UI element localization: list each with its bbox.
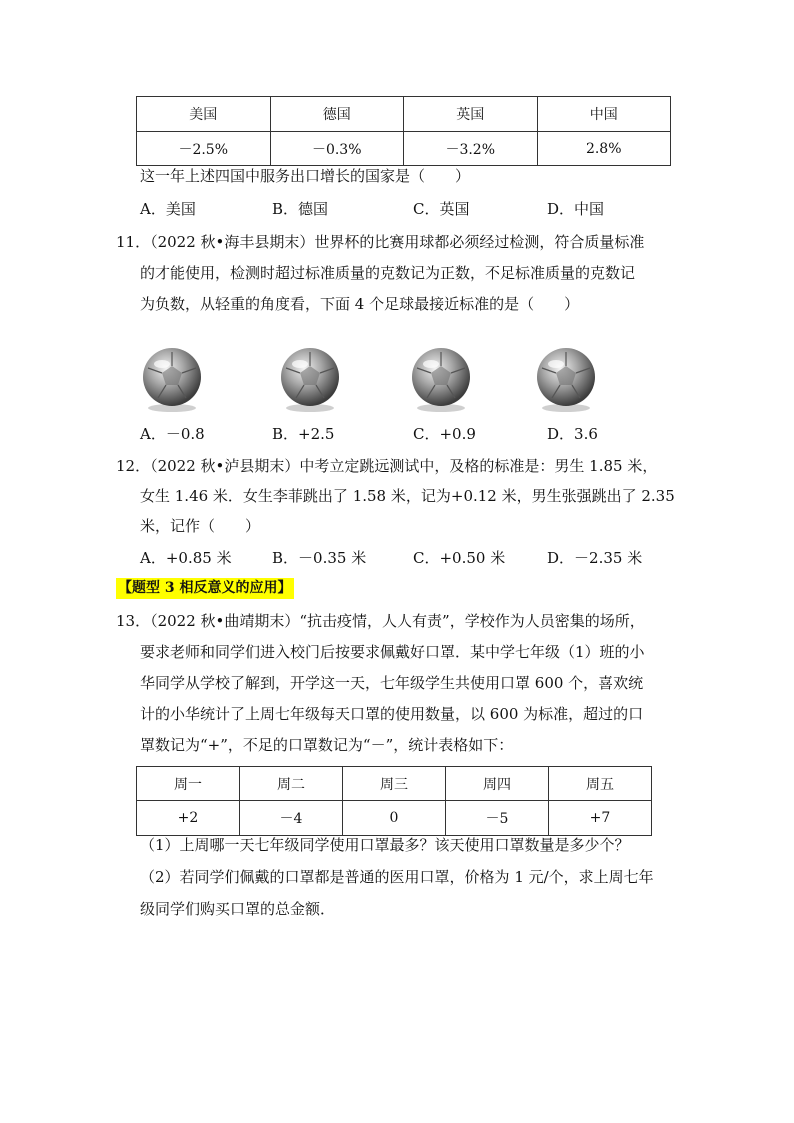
table-cell: +2 bbox=[137, 801, 240, 836]
question-11-line: 11．（2022 秋•海丰县期末）世界杯的比赛用球都必须经过检测，符合质量标准 bbox=[116, 233, 645, 251]
question-13-sub-1: （1）上周哪一天七年级同学使用口罩最多？该天使用口罩数量是多少个？ bbox=[140, 836, 630, 854]
option-a: A．+0.85 米 bbox=[140, 549, 232, 567]
soccer-ball-icon bbox=[532, 346, 600, 414]
option-a: A．－0.8 bbox=[140, 425, 205, 443]
question-13-line: 华同学从学校了解到，开学这一天，七年级学生共使用口罩 600 个，喜欢统 bbox=[140, 674, 644, 692]
table-cell: 2.8% bbox=[537, 132, 671, 166]
table-header-cell: 周一 bbox=[137, 767, 240, 801]
option-c: C．+0.9 bbox=[413, 425, 476, 443]
soccer-ball-icon bbox=[276, 346, 344, 414]
table-header-cell: 英国 bbox=[404, 97, 538, 132]
question-13-line: 13．（2022 秋•曲靖期末）“抗击疫情，人人有责”，学校作为人员密集的场所， bbox=[116, 612, 645, 630]
option-d: D．－2.35 米 bbox=[547, 549, 643, 567]
table-header-row bbox=[137, 767, 652, 801]
table-header-cell: 周三 bbox=[343, 767, 446, 801]
question-12-line: 米，记作（ ） bbox=[140, 517, 261, 535]
table-row bbox=[137, 801, 652, 836]
option-b: B．－0.35 米 bbox=[272, 549, 367, 567]
table-header-cell: 周二 bbox=[240, 767, 343, 801]
table-cell: －2.5% bbox=[137, 132, 271, 166]
option-d: D．中国 bbox=[547, 200, 605, 218]
table-cell: －5 bbox=[446, 801, 549, 836]
country-growth-table bbox=[136, 96, 671, 166]
option-d: D．3.6 bbox=[547, 425, 598, 443]
soccer-ball-icon bbox=[407, 346, 475, 414]
table-header-cell: 美国 bbox=[137, 97, 271, 132]
option-b: B．+2.5 bbox=[272, 425, 335, 443]
option-b: B．德国 bbox=[272, 200, 329, 218]
table-header-cell: 周五 bbox=[549, 767, 652, 801]
table-cell: +7 bbox=[549, 801, 652, 836]
question-11-line: 为负数，从轻重的角度看，下面 4 个足球最接近标准的是（ ） bbox=[140, 295, 580, 313]
table-header-cell: 德国 bbox=[270, 97, 404, 132]
mask-usage-table bbox=[136, 766, 652, 836]
table-header-cell: 周四 bbox=[446, 767, 549, 801]
option-a: A．美国 bbox=[140, 200, 196, 218]
table-cell: －0.3% bbox=[270, 132, 404, 166]
table-row bbox=[137, 132, 671, 166]
question-13-sub-2: （2）若同学们佩戴的口罩都是普通的医用口罩，价格为 1 元/个，求上周七年 bbox=[140, 868, 654, 886]
question-13-line: 计的小华统计了上周七年级每天口罩的使用数量，以 600 为标准，超过的口 bbox=[140, 705, 644, 723]
table-cell: －4 bbox=[240, 801, 343, 836]
question-12-line: 女生 1.46 米．女生李菲跳出了 1.58 米，记为+0.12 米，男生张强跳出了 2.35 bbox=[140, 487, 675, 505]
question-11-line: 的才能使用，检测时超过标准质量的克数记为正数，不足标准质量的克数记 bbox=[140, 264, 636, 282]
table-cell: －3.2% bbox=[404, 132, 538, 166]
soccer-ball-icon bbox=[138, 346, 206, 414]
question-13-line: 要求老师和同学们进入校门后按要求佩戴好口罩．某中学七年级（1）班的小 bbox=[140, 643, 645, 661]
section-heading: 【题型 3 相反意义的应用】 bbox=[116, 578, 294, 599]
question-13-sub-2-cont: 级同学们购买口罩的总金额． bbox=[140, 900, 336, 918]
option-c: C．英国 bbox=[413, 200, 470, 218]
option-c: C．+0.50 米 bbox=[413, 549, 506, 567]
table-cell: 0 bbox=[343, 801, 446, 836]
question-13-line: 罩数记为“+”，不足的口罩数记为“－”，统计表格如下： bbox=[140, 736, 514, 754]
question-10-text: 这一年上述四国中服务出口增长的国家是（ ） bbox=[140, 167, 471, 185]
table-header-cell: 中国 bbox=[537, 97, 671, 132]
table-header-row bbox=[137, 97, 671, 132]
question-12-line: 12．（2022 秋•泸县期末）中考立定跳远测试中，及格的标准是：男生 1.85 米， bbox=[116, 457, 658, 475]
